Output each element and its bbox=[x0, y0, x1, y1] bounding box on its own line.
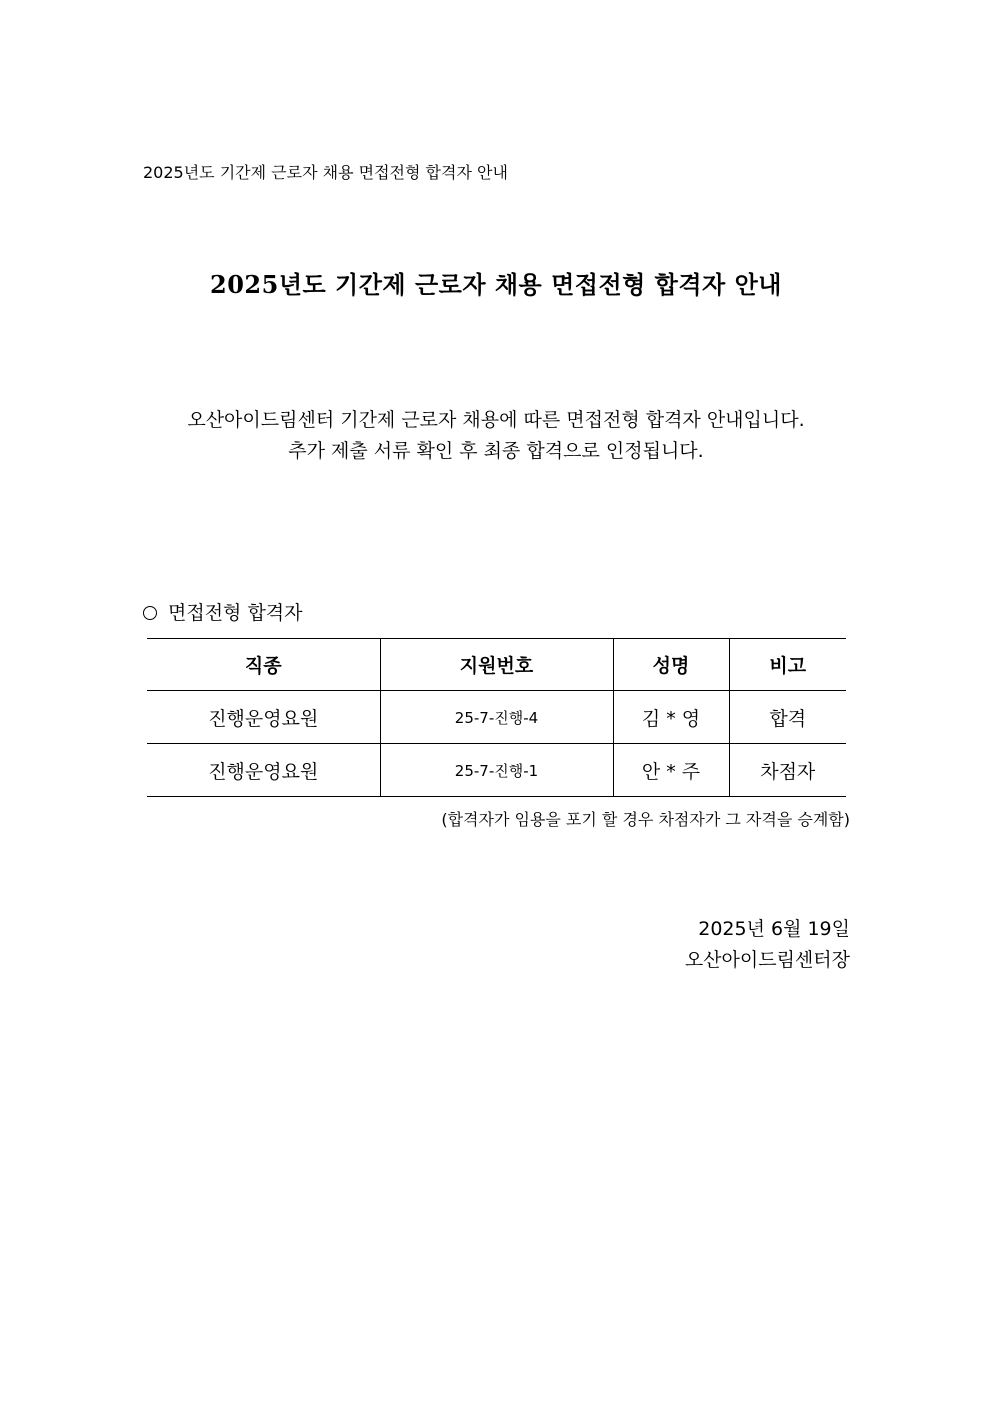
footnote: (합격자가 임용을 포기 할 경우 차점자가 그 자격을 승계함) bbox=[441, 810, 850, 829]
document-title: 2025년도 기간제 근로자 채용 면접전형 합격자 안내 bbox=[210, 270, 782, 299]
issue-date: 2025년 6월 19일 bbox=[698, 918, 850, 940]
header-cell-note: 비고 bbox=[729, 639, 846, 691]
signer: 오산아이드림센터장 bbox=[684, 949, 850, 971]
table-header-row bbox=[147, 639, 846, 691]
header-cell-job: 직종 bbox=[147, 639, 380, 691]
section-heading-label: 면접전형 합격자 bbox=[168, 602, 303, 624]
table-row bbox=[147, 744, 846, 797]
intro-paragraph bbox=[0, 405, 992, 467]
intro-line-1: 오산아이드림센터 기간제 근로자 채용에 따른 면접전형 합격자 안내입니다. bbox=[187, 409, 805, 431]
cell-name: 김 * 영 bbox=[613, 691, 729, 744]
cell-name: 안 * 주 bbox=[613, 744, 729, 797]
cell-job: 진행운영요원 bbox=[147, 744, 380, 797]
results-table bbox=[147, 638, 846, 797]
table-row bbox=[147, 691, 846, 744]
cell-note: 합격 bbox=[729, 691, 846, 744]
cell-job: 진행운영요원 bbox=[147, 691, 380, 744]
intro-line-2: 추가 제출 서류 확인 후 최종 합격으로 인정됩니다. bbox=[288, 440, 704, 462]
section-heading bbox=[143, 599, 303, 627]
header-cell-name: 성명 bbox=[613, 639, 729, 691]
running-header: 2025년도 기간제 근로자 채용 면접전형 합격자 안내 bbox=[143, 163, 508, 182]
cell-note: 차점자 bbox=[729, 744, 846, 797]
cell-application-number: 25-7-진행-1 bbox=[380, 744, 613, 797]
circle-bullet-icon bbox=[143, 606, 157, 620]
cell-application-number: 25-7-진행-4 bbox=[380, 691, 613, 744]
header-cell-application-number: 지원번호 bbox=[380, 639, 613, 691]
